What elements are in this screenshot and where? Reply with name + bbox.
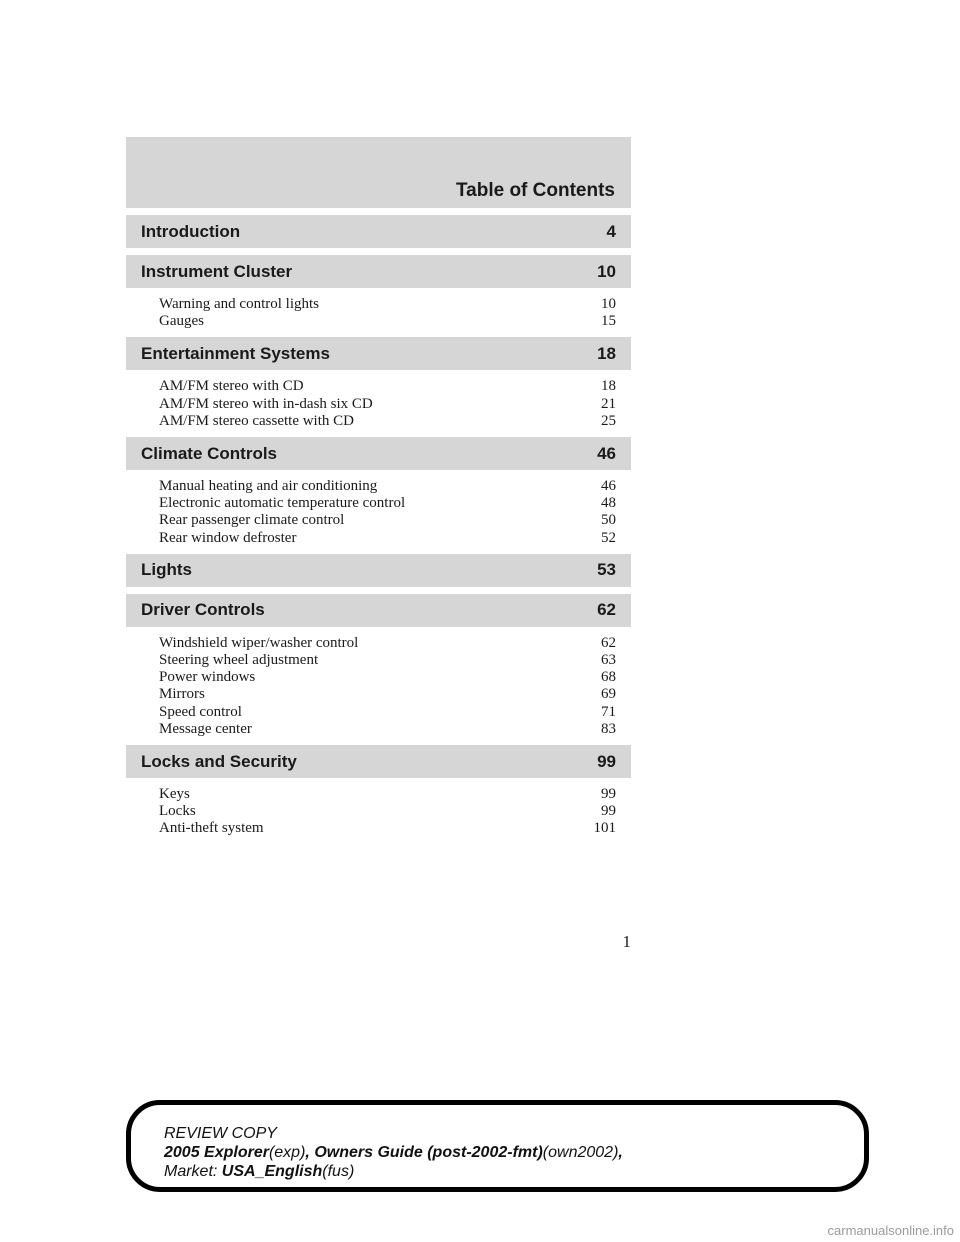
toc-entry[interactable] (159, 652, 616, 669)
toc-entry-page: 68 (601, 669, 616, 686)
toc-section-page: 10 (597, 261, 616, 281)
toc-entry-page: 25 (601, 412, 616, 429)
review-market-line (164, 1162, 623, 1181)
review-guide: Owners Guide (post-2002-fmt) (314, 1144, 543, 1161)
toc-entry-label: AM/FM stereo with in-dash six CD (159, 395, 373, 412)
toc-entry-label: Windshield wiper/washer control (159, 634, 359, 651)
toc-entry-page: 99 (601, 786, 616, 803)
toc-entry[interactable] (159, 512, 616, 529)
review-vehicle-code: (exp) (268, 1144, 306, 1161)
toc-section-page: 46 (597, 443, 616, 463)
page-title: Table of Contents (455, 180, 615, 201)
toc-entry-label: Electronic automatic temperature control (159, 495, 406, 512)
toc-section-page: 4 (606, 221, 616, 241)
toc-section-title: Instrument Cluster (141, 261, 293, 281)
review-market: USA_English (221, 1163, 323, 1180)
toc-header (126, 137, 631, 208)
toc-entry-label: AM/FM stereo with CD (159, 378, 304, 395)
toc-entry[interactable] (159, 396, 616, 413)
toc-entry-label: Steering wheel adjustment (159, 652, 319, 669)
toc-entry[interactable] (159, 669, 616, 686)
toc-entry-list (126, 627, 631, 738)
toc-section (126, 215, 631, 248)
toc-section-header[interactable] (126, 215, 631, 248)
toc-entry[interactable] (159, 413, 616, 430)
toc-section-header[interactable] (126, 745, 631, 778)
review-sep-1: , (305, 1144, 310, 1161)
toc-entry-page: 46 (601, 478, 616, 495)
toc-entry-label: AM/FM stereo cassette with CD (159, 412, 354, 429)
toc-entry-page: 101 (593, 820, 616, 837)
toc-entry[interactable] (159, 704, 616, 721)
review-sep-2: , (618, 1144, 623, 1161)
toc-section-page: 99 (597, 751, 616, 771)
toc-section-header[interactable] (126, 594, 631, 627)
toc-section-title: Entertainment Systems (141, 343, 330, 363)
toc-entry-label: Anti-theft system (159, 820, 264, 837)
toc-entry-label: Mirrors (159, 686, 205, 703)
toc-entry-page: 99 (601, 803, 616, 820)
toc-entry-label: Message center (159, 720, 252, 737)
toc-entry-page: 83 (601, 720, 616, 737)
toc-section-title: Lights (141, 560, 192, 580)
toc-entry-list (126, 778, 631, 838)
review-guide-code: (own2002) (542, 1144, 619, 1161)
toc-entry[interactable] (159, 786, 616, 803)
toc-entry-label: Power windows (159, 669, 256, 686)
review-vehicle-line (164, 1143, 623, 1162)
toc-entry-label: Warning and control lights (159, 296, 320, 312)
toc-entry-page: 50 (601, 512, 616, 529)
toc-section (126, 594, 631, 738)
toc-section (126, 745, 631, 838)
toc-entry[interactable] (159, 721, 616, 738)
review-vehicle: 2005 Explorer (164, 1144, 269, 1161)
toc-section-title: Locks and Security (141, 751, 297, 771)
toc-entry-page: 10 (601, 296, 616, 312)
toc-section-title: Climate Controls (141, 443, 278, 463)
toc-section-page: 18 (597, 343, 616, 363)
toc-section (126, 255, 631, 330)
toc-entry-page: 21 (601, 395, 616, 412)
toc-entry-page: 69 (601, 686, 616, 703)
toc-entry-page: 62 (601, 634, 616, 651)
toc-entry[interactable] (159, 803, 616, 820)
toc-entry-page: 52 (601, 529, 616, 546)
watermark: carmanualsonline.info (827, 1223, 954, 1238)
toc-entry[interactable] (159, 495, 616, 512)
toc-entry[interactable] (159, 478, 616, 495)
toc-entry[interactable] (159, 530, 616, 547)
toc-section-page: 53 (597, 560, 616, 580)
toc-entry[interactable] (159, 635, 616, 652)
toc-section-header[interactable] (126, 554, 631, 587)
review-copy-text (164, 1124, 623, 1181)
toc-entry-page: 63 (601, 652, 616, 669)
toc-section (126, 337, 631, 430)
toc-entry-page: 15 (601, 313, 616, 330)
toc-entry-page: 71 (601, 703, 616, 720)
review-copy-label: REVIEW COPY (164, 1125, 277, 1142)
review-market-label: Market: (164, 1163, 218, 1180)
toc-entry-label: Gauges (159, 313, 204, 330)
toc-entry-label: Keys (159, 786, 190, 803)
toc-section (126, 554, 631, 587)
toc-entry-label: Locks (159, 803, 196, 820)
toc-entry-page: 48 (601, 495, 616, 512)
toc-entry[interactable] (159, 378, 616, 395)
toc-entry[interactable] (159, 820, 616, 837)
toc-section-title: Introduction (141, 221, 241, 241)
toc-entry-list (126, 470, 631, 547)
toc-section-header[interactable] (126, 337, 631, 370)
review-market-code: (fus) (322, 1163, 355, 1180)
toc-entry-list (126, 370, 631, 430)
toc-entry-label: Speed control (159, 703, 242, 720)
toc-section-page: 62 (597, 600, 616, 620)
toc-entry-page: 18 (601, 378, 616, 395)
toc-section-header[interactable] (126, 437, 631, 470)
toc-entry-label: Manual heating and air conditioning (159, 478, 378, 495)
toc-entry-label: Rear passenger climate control (159, 512, 345, 529)
toc-entry-list (126, 288, 631, 330)
toc-section-header[interactable] (126, 255, 631, 288)
toc-entry[interactable] (159, 686, 616, 703)
toc-list (126, 215, 631, 845)
toc-entry-label: Rear window defroster (159, 529, 297, 546)
page-number: 1 (622, 932, 631, 951)
toc-entry[interactable] (159, 296, 616, 313)
toc-section (126, 437, 631, 547)
toc-section-title: Driver Controls (141, 600, 265, 620)
toc-entry[interactable] (159, 313, 616, 330)
